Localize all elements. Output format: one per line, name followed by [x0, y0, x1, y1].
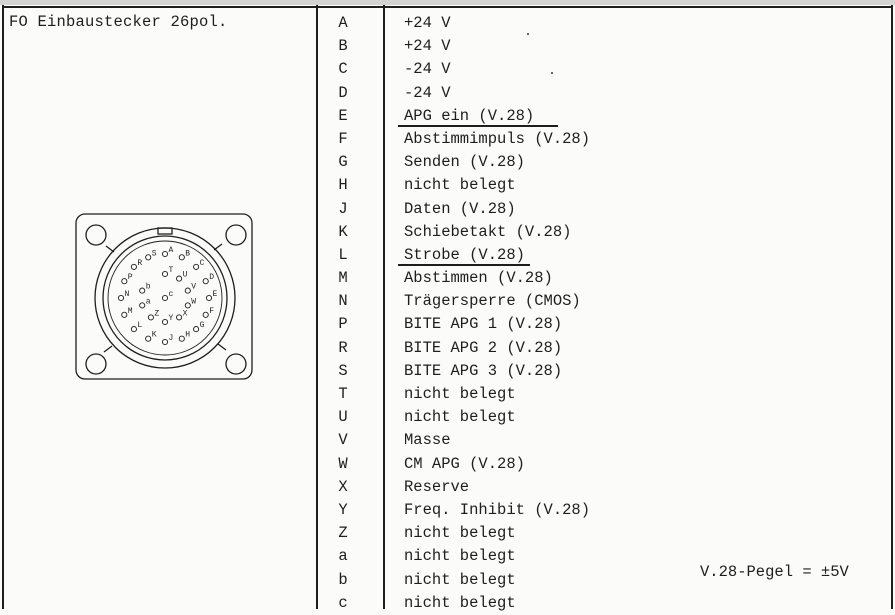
pin-signal — [404, 35, 824, 58]
table-left-border — [2, 5, 4, 609]
connector-title: FO Einbaustecker 26pol. — [9, 13, 228, 31]
pin-signal-text: Trägersperre (CMOS) — [404, 292, 581, 311]
contact-socket — [162, 271, 167, 276]
contact-label: E — [212, 290, 218, 299]
pin-signal — [404, 383, 824, 406]
contact-label: Z — [154, 309, 160, 319]
contact-label: C — [199, 258, 205, 268]
level-footnote: V.28-Pegel = ±5V — [700, 563, 849, 581]
pin-letter: E — [338, 106, 348, 125]
contact-socket — [194, 264, 199, 269]
pin-letter: A — [338, 14, 348, 32]
pin-signal-text: Schiebetakt (V.28) — [404, 222, 572, 241]
contact-socket — [179, 255, 184, 260]
pin-signal — [404, 267, 824, 290]
connector-contacts — [118, 246, 217, 345]
pin-letter: J — [338, 199, 348, 218]
pin-letter: V — [338, 431, 348, 450]
contact-socket — [118, 295, 123, 300]
contact-label: F — [209, 306, 215, 316]
connector-flange — [76, 214, 252, 379]
pin-letter: S — [338, 361, 348, 380]
contact-socket — [131, 264, 136, 269]
contact-socket — [203, 312, 208, 317]
pin-signal-text: nicht belegt — [404, 570, 516, 589]
pin-signal — [404, 82, 824, 105]
signal-underline — [398, 125, 558, 127]
contact-label: D — [209, 273, 215, 283]
pin-signal-text: -24 V — [404, 83, 451, 102]
pin-letter: T — [338, 385, 348, 403]
pin-signal — [404, 522, 824, 545]
pin-signal-text: +24 V — [404, 37, 451, 56]
column-divider-2 — [383, 5, 385, 609]
contact-label: L — [137, 321, 143, 331]
pin-signal — [404, 12, 824, 35]
pin-signal-text: Strobe (V.28) — [404, 245, 525, 264]
mount-hole-bottom-left — [86, 354, 106, 374]
contact-socket — [162, 319, 167, 324]
pin-signal-text: nicht belegt — [404, 385, 516, 403]
pin-signal-text: BITE APG 1 (V.28) — [404, 315, 563, 334]
pin-letter: G — [338, 153, 348, 172]
contact-socket — [162, 339, 167, 344]
scan-top-edge — [0, 0, 895, 5]
pin-letter: P — [338, 315, 348, 334]
pin-signal — [404, 360, 824, 383]
pin-letter: Z — [338, 524, 348, 543]
pin-signal — [404, 476, 824, 499]
pin-letter: c — [338, 593, 348, 612]
contact-label: c — [168, 290, 174, 299]
contact-label: W — [191, 297, 197, 307]
contact-label: X — [182, 309, 188, 319]
pin-signal — [404, 453, 824, 476]
pin-signal-text: CM APG (V.28) — [404, 454, 525, 473]
pin-signal-text: nicht belegt — [404, 524, 516, 543]
pin-letter: K — [338, 222, 348, 241]
pin-signal — [404, 221, 824, 244]
pin-signal — [404, 429, 824, 452]
pin-letter: B — [338, 37, 348, 56]
mount-hole-top-right — [226, 225, 246, 245]
pin-letter: C — [338, 60, 348, 79]
pin-signal — [404, 244, 824, 267]
contact-socket — [185, 288, 190, 293]
pin-signal — [404, 174, 824, 197]
pin-signal — [404, 105, 824, 128]
pin-signal-text: +24 V — [404, 14, 451, 32]
pin-signal-text: Abstimmen (V.28) — [404, 269, 553, 288]
pin-letter: U — [338, 408, 348, 427]
contact-label: T — [168, 266, 174, 275]
pin-letter: a — [338, 547, 348, 566]
mount-hole-bottom-right — [226, 354, 246, 374]
pin-signal — [404, 290, 824, 313]
pin-signal — [404, 337, 824, 360]
connector-drawing-icon — [74, 212, 256, 382]
pin-signal-text: BITE APG 3 (V.28) — [404, 361, 563, 380]
contact-label: J — [168, 334, 174, 343]
contact-socket — [194, 327, 199, 332]
pin-signal — [404, 406, 824, 429]
pin-signal-text: nicht belegt — [404, 176, 516, 195]
pin-letter: D — [338, 83, 348, 102]
pin-letter: R — [338, 338, 348, 357]
pin-signal-text: nicht belegt — [404, 547, 516, 566]
pin-signal-text: BITE APG 2 (V.28) — [404, 338, 563, 357]
mount-hole-top-left — [86, 225, 106, 245]
pin-signal — [404, 313, 824, 336]
pin-letter: L — [338, 245, 348, 264]
pin-signal-text: Freq. Inhibit (V.28) — [404, 500, 591, 519]
contact-socket — [203, 279, 208, 284]
pin-signal-text: Abstimmimpuls (V.28) — [404, 129, 591, 148]
pin-letter: F — [338, 129, 348, 148]
contact-socket — [185, 303, 190, 308]
contact-socket — [179, 336, 184, 341]
contact-socket — [148, 315, 153, 320]
contact-socket — [140, 288, 145, 293]
contact-label: b — [145, 282, 151, 292]
pin-signal — [404, 198, 824, 221]
pin-signal-text: Daten (V.28) — [404, 199, 516, 218]
pin-signal-text: Masse — [404, 431, 451, 450]
contact-label: H — [185, 330, 191, 340]
contact-label: M — [127, 306, 133, 316]
pin-signal-text: -24 V — [404, 60, 451, 79]
pin-signal-text: Senden (V.28) — [404, 153, 525, 172]
contact-label: a — [145, 297, 151, 307]
pin-signal-text: nicht belegt — [404, 593, 516, 612]
contact-label: K — [151, 330, 157, 340]
column-divider-1 — [316, 5, 318, 609]
table-right-border — [891, 5, 893, 609]
signal-underline — [398, 264, 530, 266]
contact-socket — [177, 276, 182, 281]
contact-socket — [146, 336, 151, 341]
contact-label: Y — [168, 314, 174, 323]
contact-label: N — [124, 290, 130, 299]
contact-label: U — [182, 270, 188, 280]
contact-socket — [122, 279, 127, 284]
pin-signal-text: APG ein (V.28) — [404, 106, 535, 125]
pin-letter: M — [338, 269, 348, 288]
pin-signal-text: nicht belegt — [404, 408, 516, 427]
contact-label: A — [168, 246, 174, 255]
pin-signal — [404, 128, 824, 151]
contact-label: V — [191, 282, 197, 292]
contact-socket — [131, 327, 136, 332]
contact-label: P — [127, 273, 133, 283]
contact-socket — [162, 251, 167, 256]
table-top-border — [2, 6, 893, 8]
keyway — [158, 228, 172, 234]
coupling-ring-inner — [103, 236, 227, 360]
contact-label: G — [199, 321, 205, 331]
pin-letter: N — [338, 292, 348, 311]
contact-label: R — [137, 258, 143, 268]
pin-letter-column — [328, 12, 358, 615]
contact-socket — [122, 312, 127, 317]
pin-letter: W — [338, 454, 348, 473]
signal-column — [404, 12, 824, 615]
contact-socket — [140, 303, 145, 308]
scan-speck — [527, 33, 529, 35]
contact-label: S — [151, 249, 157, 259]
pin-letter: Y — [338, 500, 348, 519]
pin-letter: b — [338, 570, 348, 589]
pin-signal-text: Reserve — [404, 477, 470, 496]
pin-letter: X — [338, 477, 348, 496]
contact-label: B — [185, 249, 191, 259]
contact-socket — [177, 315, 182, 320]
pin-signal — [404, 499, 824, 522]
pin-signal — [404, 151, 824, 174]
pin-signal — [404, 592, 824, 615]
scan-speck — [551, 72, 553, 74]
contact-socket — [162, 295, 167, 300]
contact-socket — [146, 255, 151, 260]
pin-letter: H — [338, 176, 348, 195]
contact-socket — [206, 295, 211, 300]
pin-signal — [404, 58, 824, 81]
